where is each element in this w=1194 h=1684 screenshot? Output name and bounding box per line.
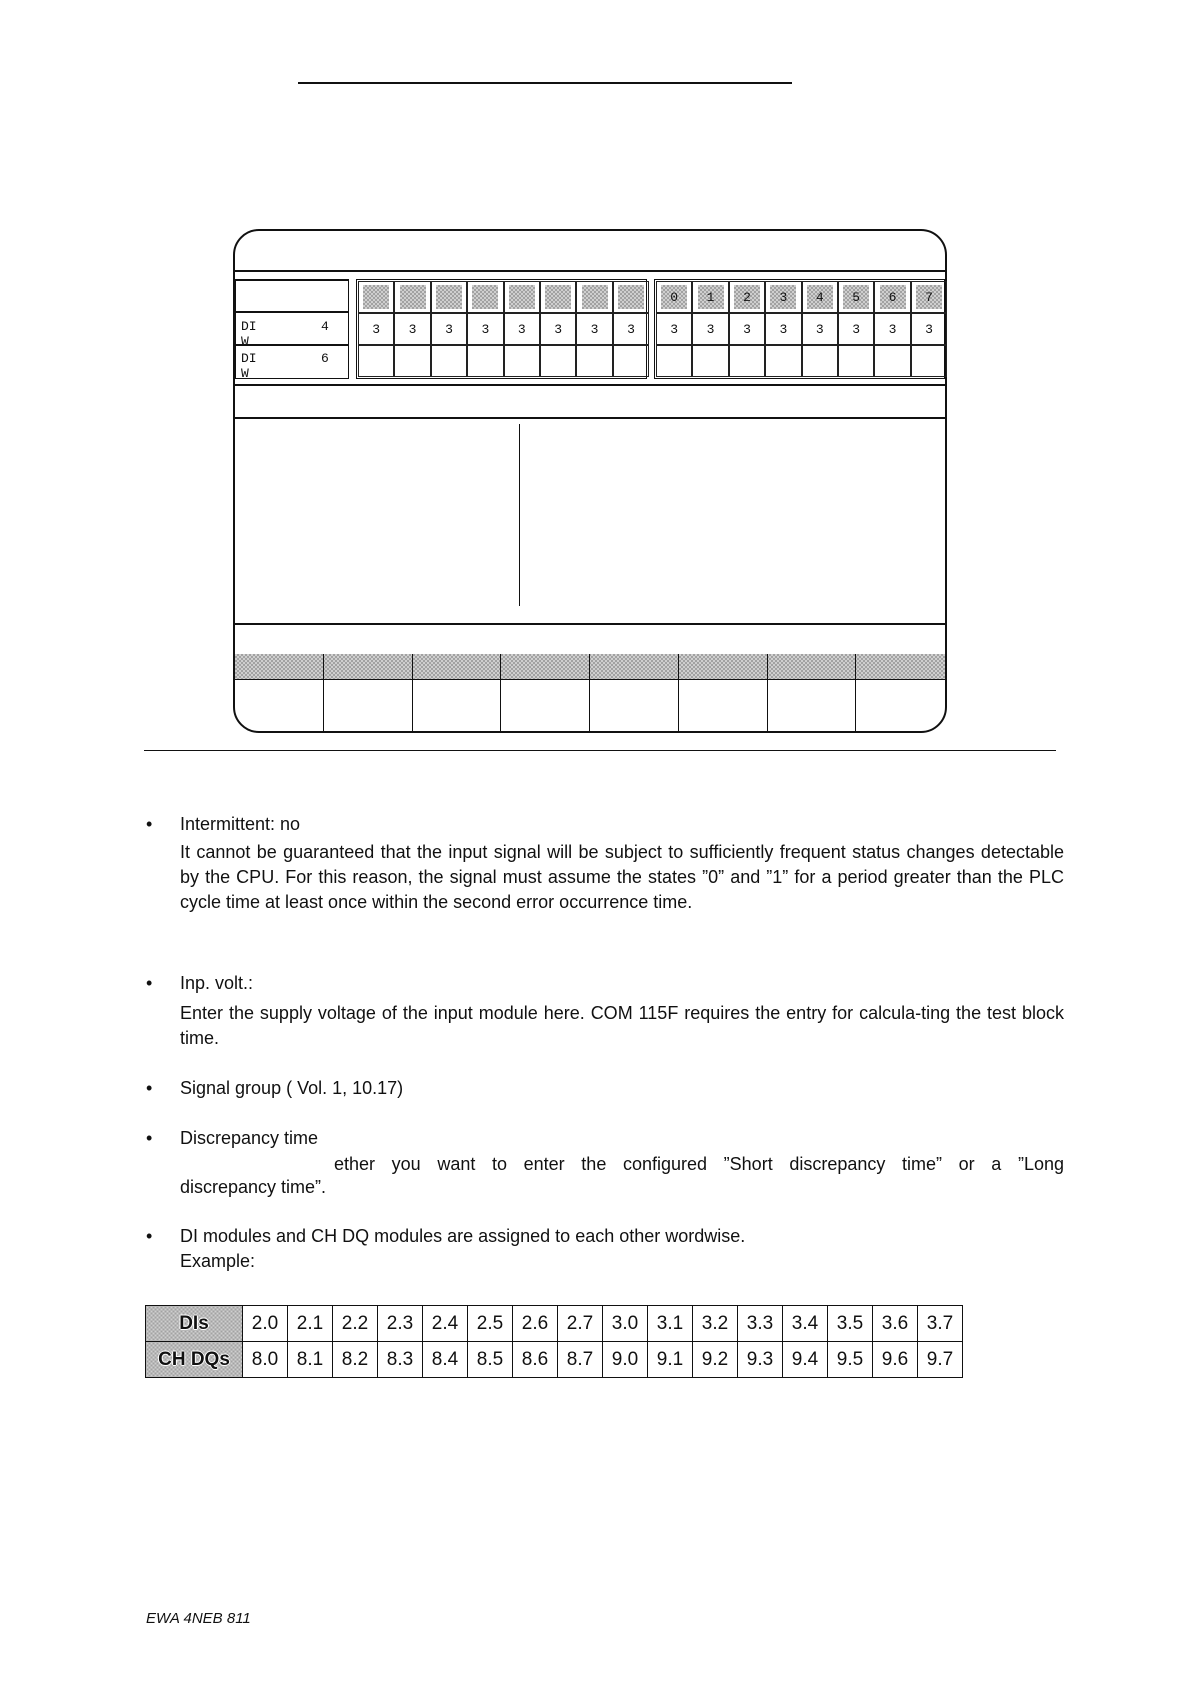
di-cell: 3.5 [828, 1306, 873, 1342]
low-byte-bit-header: 7 [911, 281, 947, 313]
low-byte-bit-cell[interactable]: 3 [729, 313, 765, 345]
di-cell: 2.1 [288, 1306, 333, 1342]
high-byte-bit-cell[interactable]: 3 [540, 313, 576, 345]
di-cell: 3.7 [918, 1306, 963, 1342]
low-byte-bit-cell[interactable]: 3 [692, 313, 728, 345]
low-byte-bit-cell[interactable] [874, 345, 910, 377]
low-byte-bit-cell[interactable] [692, 345, 728, 377]
high-byte-bit-cell[interactable]: 3 [504, 313, 540, 345]
high-byte-bit-cell[interactable] [504, 345, 540, 377]
high-byte-bit-cell[interactable] [540, 345, 576, 377]
ch-dq-cell: 9.0 [603, 1342, 648, 1378]
di-cell: 3.3 [738, 1306, 783, 1342]
high-byte-bit-cell[interactable]: 3 [613, 313, 649, 345]
di-cell: 2.5 [468, 1306, 513, 1342]
high-byte-bit-header [504, 281, 540, 313]
low-byte-bit-cell[interactable]: 3 [656, 313, 692, 345]
di-cell: 2.2 [333, 1306, 378, 1342]
di-cell: 2.7 [558, 1306, 603, 1342]
high-byte-bit-cell[interactable] [358, 345, 394, 377]
high-byte-bit-cell[interactable]: 3 [394, 313, 430, 345]
high-byte-bit-cell[interactable] [613, 345, 649, 377]
header-rule [298, 82, 792, 84]
ch-dq-cell: 9.6 [873, 1342, 918, 1378]
low-byte-bit-cell[interactable] [729, 345, 765, 377]
high-byte-bit-cell[interactable]: 3 [576, 313, 612, 345]
low-byte-bit-header: 0 [656, 281, 692, 313]
softkey-7[interactable] [768, 654, 857, 733]
table-row-dis [146, 1306, 963, 1342]
ch-dq-cell: 8.0 [243, 1342, 288, 1378]
low-byte-bit-header: 6 [874, 281, 910, 313]
softkey-4[interactable] [501, 654, 590, 733]
high-byte-bit-header [431, 281, 467, 313]
di-cell: 3.2 [693, 1306, 738, 1342]
row-header-dis: DIs [146, 1306, 243, 1342]
ch-dq-cell: 9.3 [738, 1342, 783, 1378]
di-cell: 2.6 [513, 1306, 558, 1342]
high-byte-bit-header [394, 281, 430, 313]
high-byte-bit-header [576, 281, 612, 313]
low-byte-bit-cell[interactable]: 3 [765, 313, 801, 345]
low-byte-bit-header: 3 [765, 281, 801, 313]
di-cell: 2.0 [243, 1306, 288, 1342]
softkey-5[interactable] [590, 654, 679, 733]
parameter-area-divider [519, 424, 520, 606]
low-byte-bit-cell[interactable]: 3 [911, 313, 947, 345]
high-byte-bit-header [613, 281, 649, 313]
ch-dq-cell: 8.4 [423, 1342, 468, 1378]
low-byte-bit-cell[interactable]: 3 [838, 313, 874, 345]
low-byte-bit-header: 4 [802, 281, 838, 313]
table-row-ch-dqs [146, 1342, 963, 1378]
ch-dq-cell: 9.1 [648, 1342, 693, 1378]
softkey-8[interactable] [856, 654, 945, 733]
di-cell: 2.3 [378, 1306, 423, 1342]
high-byte-bit-cell[interactable]: 3 [467, 313, 503, 345]
ch-dq-cell: 8.2 [333, 1342, 378, 1378]
low-byte-bit-cell[interactable]: 3 [802, 313, 838, 345]
low-byte-bit-cell[interactable]: 3 [874, 313, 910, 345]
ch-dq-cell: 8.5 [468, 1342, 513, 1378]
low-byte-bit-cell[interactable] [838, 345, 874, 377]
high-byte-bit-header [358, 281, 394, 313]
high-byte-bit-cell[interactable] [431, 345, 467, 377]
ch-dq-cell: 8.6 [513, 1342, 558, 1378]
low-byte-bit-cell[interactable] [656, 345, 692, 377]
low-byte-bit-header: 5 [838, 281, 874, 313]
high-byte-bit-cell[interactable] [576, 345, 612, 377]
softkey-3[interactable] [413, 654, 502, 733]
ch-dq-cell: 8.7 [558, 1342, 603, 1378]
ch-dq-cell: 9.5 [828, 1342, 873, 1378]
softkey-6[interactable] [679, 654, 768, 733]
high-byte-bit-cell[interactable]: 3 [431, 313, 467, 345]
high-byte-bit-cell[interactable] [394, 345, 430, 377]
ch-dq-cell: 8.1 [288, 1342, 333, 1378]
row-header-ch-dqs: CH DQs [146, 1342, 243, 1378]
low-byte-bit-cell[interactable] [911, 345, 947, 377]
panel-title-separator [235, 270, 945, 272]
softkey-2[interactable] [324, 654, 413, 733]
di-cell: 3.0 [603, 1306, 648, 1342]
low-byte-bit-cell[interactable] [802, 345, 838, 377]
ch-dq-cell: 9.2 [693, 1342, 738, 1378]
di-cell: 2.4 [423, 1306, 468, 1342]
figure-bottom-rule [144, 750, 1056, 751]
low-byte-bit-header: 1 [692, 281, 728, 313]
high-byte-bit-cell[interactable]: 3 [358, 313, 394, 345]
di-cell: 3.4 [783, 1306, 828, 1342]
low-byte-bit-cell[interactable] [765, 345, 801, 377]
di-cell: 3.1 [648, 1306, 693, 1342]
ch-dq-cell: 9.7 [918, 1342, 963, 1378]
low-byte-bit-header: 2 [729, 281, 765, 313]
footer-doc-id: EWA 4NEB 811 [146, 1610, 251, 1627]
ch-dq-cell: 8.3 [378, 1342, 423, 1378]
high-byte-bit-header [540, 281, 576, 313]
di-cell: 3.6 [873, 1306, 918, 1342]
screen-form-panel: DI W 4 DI W 6 3 3 3 3 3 3 3 3 0 3 1 3 2 3 3 3 4 3 5 3 6 3 7 3 [233, 229, 947, 733]
assignment-example-table [145, 1305, 963, 1378]
ch-dq-cell: 9.4 [783, 1342, 828, 1378]
high-byte-bit-header [467, 281, 503, 313]
high-byte-bit-cell[interactable] [467, 345, 503, 377]
